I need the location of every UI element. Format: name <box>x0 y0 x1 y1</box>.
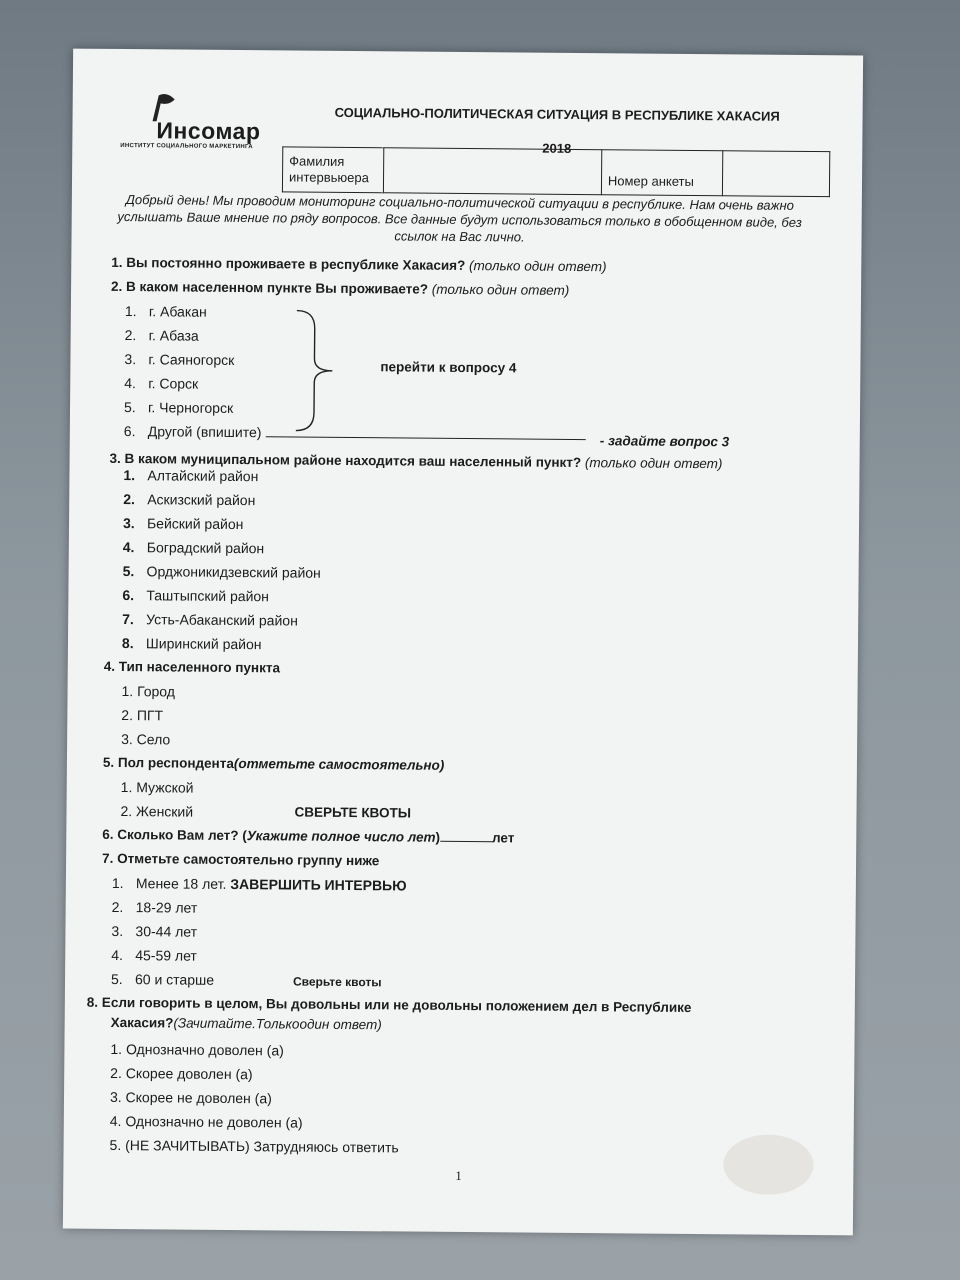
brace-note: перейти к вопросу 4 <box>380 359 517 376</box>
question-6: 6. Сколько Вам лет? (Укажите полное число лет) лет <box>102 826 515 846</box>
q4-option[interactable]: 3. Село <box>121 731 171 748</box>
q4-option[interactable]: 2. ПГТ <box>121 707 164 724</box>
header-table <box>282 146 830 197</box>
question-4-text: 4. Тип населенного пункта <box>103 658 281 676</box>
question-1-note: (только один ответ) <box>469 258 607 275</box>
question-5-note: (отметьте самостоятельно) <box>233 756 445 773</box>
q7-option[interactable]: 3. 30-44 лет <box>111 922 198 940</box>
question-7-text: 7. Отметьте самостоятельно группу ниже <box>102 850 380 869</box>
q3-option[interactable]: 1. Алтайский район <box>123 467 259 485</box>
q4-option[interactable]: 1. Город <box>121 683 176 700</box>
question-3-text: 3. В каком муниципальном районе находится ваш населенный пункт? <box>109 450 582 471</box>
q3-option[interactable]: 5. Орджоникидзевский район <box>122 563 321 581</box>
end-interview-note: ЗАВЕРШИТЬ ИНТЕРВЬЮ <box>230 875 407 894</box>
q2-option[interactable]: 1. г. Абакан <box>124 303 207 320</box>
question-8-text-line1: 8. Если говорить в целом, Вы довольны или не довольны положением дел в Республике <box>86 994 692 1016</box>
logo-name: Инсомар <box>156 117 261 145</box>
question-1 <box>111 255 606 274</box>
intro-text: Добрый день! Мы проводим мониторинг социально-политической ситуации в республике. Нам очень важно услышать Ваше мнение по ряду вопросов. Все данные будут использоваться только в обобщенном виде, без ссылок на Вас лично. <box>117 192 802 245</box>
brace-icon <box>294 309 335 433</box>
questionnaire-page <box>63 49 863 1236</box>
q2-option[interactable]: 5. г. Черногорск <box>123 399 234 416</box>
q8-option[interactable]: 4. Однозначно не доволен (а) <box>109 1112 303 1131</box>
q5-option[interactable]: 1. Мужской <box>120 779 194 796</box>
q3-option[interactable]: 6. Таштыпский район <box>122 587 270 605</box>
question-5-text: 5. Пол респондента <box>102 754 234 772</box>
document-year: 2018 <box>542 140 572 156</box>
question-5 <box>103 755 444 773</box>
question-8-line2: Хакасия?(Зачитайте.Толькоодин ответ) <box>110 1014 382 1033</box>
q7-option[interactable]: 4. 45-59 лет <box>111 946 197 964</box>
q7-option[interactable]: 2. 18-29 лет <box>111 898 198 916</box>
q7-option[interactable]: 5. 60 и старше <box>110 970 215 988</box>
question-2-note: (только один ответ) <box>431 281 570 298</box>
paper-stain <box>723 1134 814 1195</box>
q3-option[interactable]: 2. Аскизский район <box>123 491 256 509</box>
q8-option[interactable]: 3. Скорее не доволен (а) <box>109 1088 272 1107</box>
age-suffix: лет <box>491 830 515 846</box>
q3-option[interactable]: 7. Усть-Абаканский район <box>122 611 298 629</box>
question-2 <box>111 279 569 298</box>
question-6-text: 6. Сколько Вам лет? ( <box>102 826 247 844</box>
question-8-note: (Зачитайте.Толькоодин ответ) <box>173 1015 382 1033</box>
age-input-line[interactable] <box>440 841 492 842</box>
q8-option[interactable]: 1. Однозначно доволен (а) <box>110 1040 284 1059</box>
form-number-label: Номер анкеты <box>601 150 723 196</box>
q5-quota-note: СВЕРЬТЕ КВОТЫ <box>294 804 412 821</box>
q8-option[interactable]: 5. (НЕ ЗАЧИТЫВАТЬ) Затрудняюсь ответить <box>109 1136 399 1156</box>
logo-subtitle: ИНСТИТУТ СОЦИАЛЬНОГО МАРКЕТИНГА <box>120 142 253 151</box>
q2-other-note: - задайте вопрос 3 <box>599 433 730 450</box>
form-number-field[interactable] <box>723 151 830 197</box>
q2-option[interactable]: 3. г. Саяногорск <box>124 351 235 368</box>
q5-option[interactable]: 2. Женский <box>120 803 194 820</box>
q3-option[interactable]: 4. Боградский район <box>122 539 265 557</box>
question-2-text: 2. В каком населенном пункте Вы проживаете? <box>111 278 429 297</box>
q7-option[interactable]: 1. Менее 18 лет. ЗАВЕРШИТЬ ИНТЕРВЬЮ <box>111 874 407 894</box>
other-write-in-line[interactable] <box>265 436 585 440</box>
interviewer-field[interactable] <box>383 148 601 195</box>
document-title: СОЦИАЛЬНО-ПОЛИТИЧЕСКАЯ СИТУАЦИЯ В РЕСПУБЛИКЕ ХАКАСИЯ <box>334 104 780 124</box>
q8-option[interactable]: 2. Скорее доволен (а) <box>110 1064 253 1083</box>
question-1-text: 1. Вы постоянно проживаете в республике Хакасия? <box>111 254 466 274</box>
q7-quota-note: Сверьте квоты <box>292 974 382 990</box>
q3-option[interactable]: 3. Бейский район <box>122 515 244 533</box>
page-number: 1 <box>455 1167 462 1184</box>
question-6-note: Укажите полное число лет <box>246 828 436 845</box>
q3-option[interactable]: 8. Ширинский район <box>121 635 262 653</box>
q2-option[interactable]: 2. г. Абаза <box>124 327 199 344</box>
q2-option[interactable]: 4. г. Сорск <box>124 375 199 392</box>
interviewer-label: Фамилия интервьюера <box>282 147 383 193</box>
q2-option-other[interactable]: 6. Другой (впишите) <box>124 423 586 443</box>
question-3-note: (только один ответ) <box>584 455 723 472</box>
